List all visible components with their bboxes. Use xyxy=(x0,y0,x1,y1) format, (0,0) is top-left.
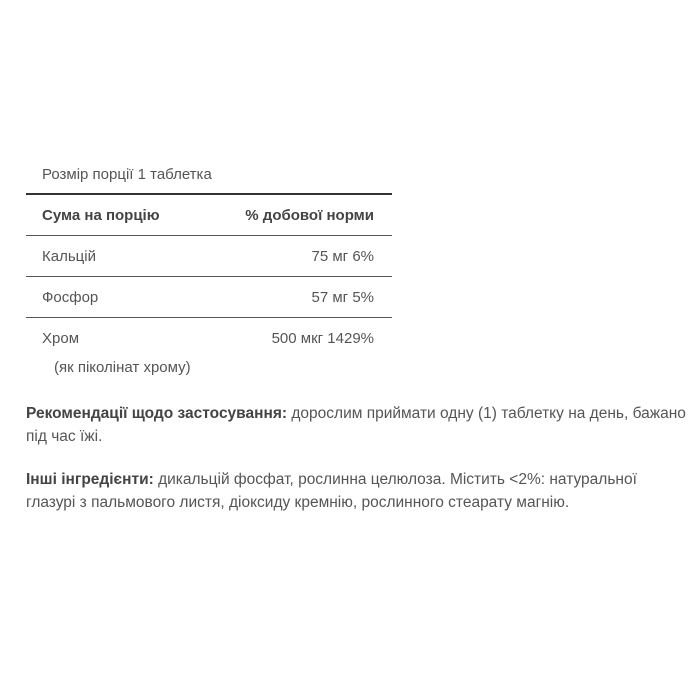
usage-paragraph xyxy=(26,402,686,448)
supplement-facts-table xyxy=(26,160,392,382)
nutrient-name: Фосфор xyxy=(42,288,99,306)
daily-value-header: % добової норми xyxy=(245,206,374,224)
table-row xyxy=(26,318,392,358)
usage-text: дорослим приймати одну (1) таблетку на день, бажано під час їжі. xyxy=(26,405,686,445)
table-row xyxy=(26,236,392,277)
nutrient-value: 75 мг 6% xyxy=(311,247,374,265)
amount-per-serving-header: Сума на порцію xyxy=(42,206,160,224)
nutrient-value: 57 мг 5% xyxy=(311,288,374,306)
other-ingredients-text: дикальцій фосфат, рослинна целюлоза. Містить <2%: натуральної глазурі з пальмового листя, діоксиду кремнію, рослинного стеарату магнію. xyxy=(26,471,637,511)
other-ingredients-paragraph xyxy=(26,468,686,514)
usage-label: Рекомендації щодо застосування: xyxy=(26,405,288,422)
table-row xyxy=(26,277,392,318)
nutrient-note: (як піколінат хрому) xyxy=(54,359,191,376)
serving-size: Розмір порції 1 таблетка xyxy=(26,160,392,195)
nutrient-value: 500 мкг 1429% xyxy=(271,329,374,347)
nutrient-name: Кальцій xyxy=(42,247,96,265)
other-ingredients-label: Інші інгредієнти: xyxy=(26,471,154,488)
nutrient-name: Хром xyxy=(42,329,80,347)
table-header xyxy=(26,195,392,236)
